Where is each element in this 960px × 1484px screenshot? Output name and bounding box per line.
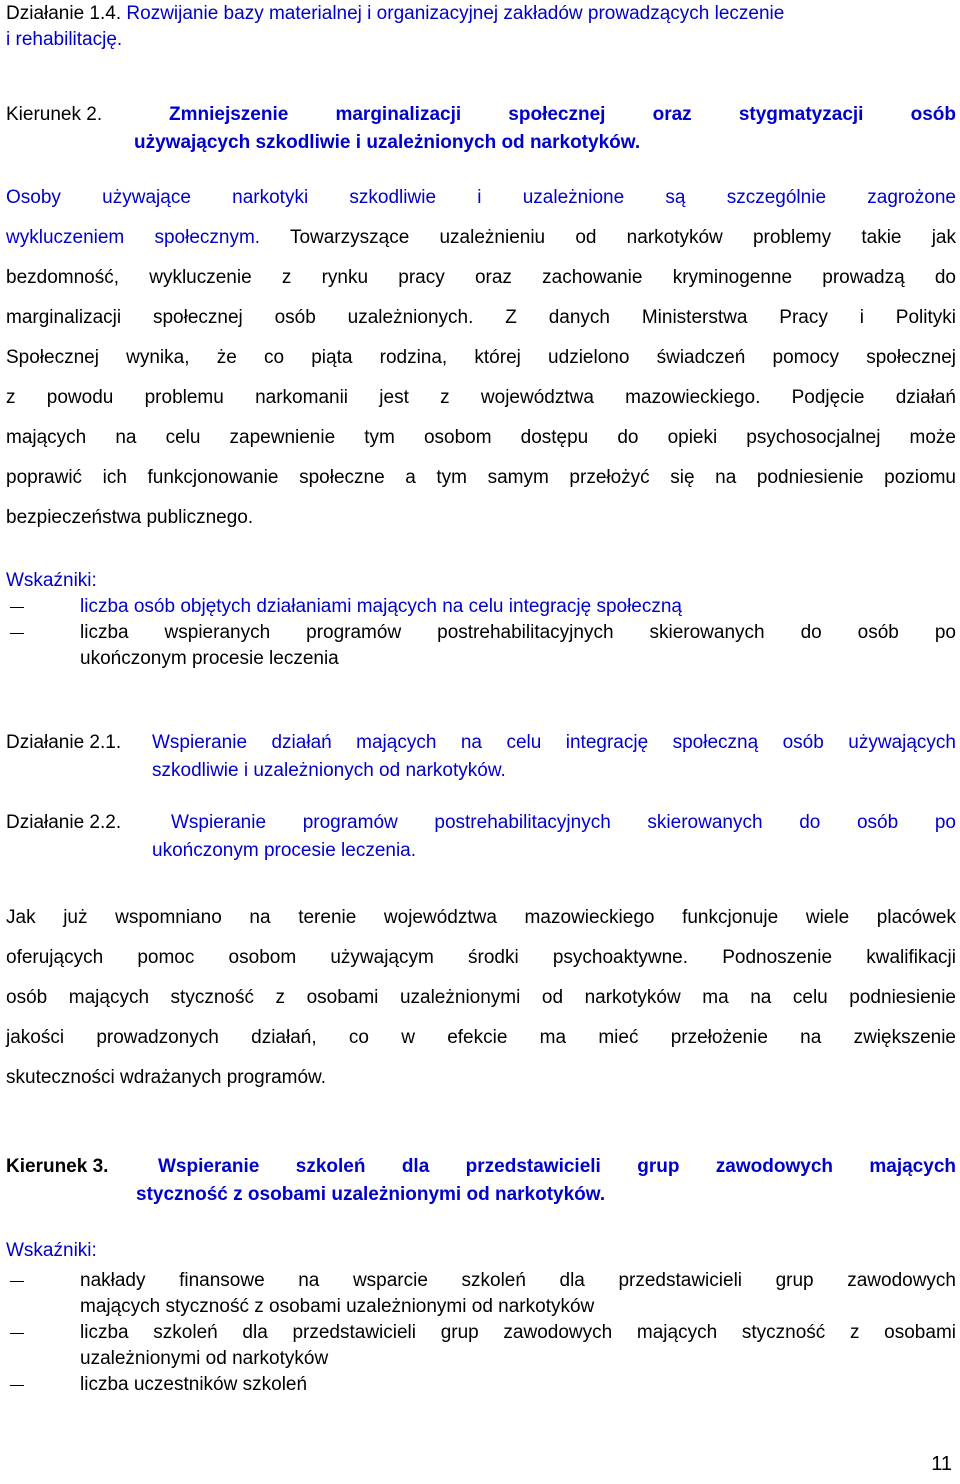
- list-item: [6, 1268, 956, 1320]
- dzialanie-2-2-label: Działanie 2.2.: [6, 812, 122, 833]
- list-item-text: liczba wspieranych programów postrehabilitacyjnych skierowanych do osób po: [80, 622, 956, 643]
- paragraph-line: oferujących pomoc osobom używającym środki psychoaktywne. Podnoszenie kwalifikacji: [6, 947, 956, 968]
- list-item-text: uzależnionymi od narkotyków: [80, 1348, 329, 1369]
- paragraph-line: Jak już wspomniano na terenie województwa mazowieckiego funkcjonuje wiele placówek: [6, 907, 956, 928]
- dash-bullet-icon: [10, 1333, 24, 1334]
- paragraph-line: bezdomność, wykluczenie z rynku pracy oraz zachowanie kryminogenne prowadzą do: [6, 267, 956, 288]
- dash-bullet-icon: [10, 1281, 24, 1282]
- list-item-text: ukończonym procesie leczenia: [80, 648, 339, 669]
- dzialanie-1-4-title-line2: i rehabilitację.: [6, 29, 123, 50]
- kierunek-3-title-line1: Wspieranie szkoleń dla przedstawicieli grup zawodowych mających: [158, 1156, 956, 1177]
- dzialanie-2-1-title-line1: Wspieranie działań mających na celu integrację społeczną osób używających: [152, 732, 956, 753]
- heading-dzialanie-2-1: [6, 732, 956, 784]
- paragraph-marginalizacja: [6, 178, 956, 538]
- paragraph-line: Społecznej wynika, że co piąta rodzina, której udzielono świadczeń pomocy społecznej: [6, 347, 956, 368]
- paragraph-line: jakości prowadzonych działań, co w efekcie ma mieć przełożenie na zwiększenie: [6, 1027, 956, 1048]
- paragraph-kwalifikacje: [6, 898, 956, 1098]
- dzialanie-2-1-label: Działanie 2.1.: [6, 732, 122, 753]
- dash-bullet-icon: [10, 1385, 24, 1386]
- dzialanie-1-4-label: Działanie 1.4.: [6, 3, 122, 24]
- heading-kierunek-2: [6, 104, 956, 156]
- wskazniki-list-1: [6, 568, 956, 672]
- list-item-text: nakłady finansowe na wsparcie szkoleń dla przedstawicieli grup zawodowych: [80, 1270, 956, 1291]
- kierunek-3-label: Kierunek 3.: [6, 1156, 109, 1177]
- dzialanie-2-2-title-line2: ukończonym procesie leczenia.: [152, 840, 417, 861]
- list-item: [6, 1320, 956, 1372]
- paragraph-line: z powodu problemu narkomanii jest z województwa mazowieckiego. Podjęcie działań: [6, 387, 956, 408]
- paragraph-line: mających na celu zapewnienie tym osobom dostępu do opieki psychosocjalnej może: [6, 427, 956, 448]
- dzialanie-2-1-title-line2: szkodliwie i uzależnionych od narkotyków.: [152, 760, 506, 781]
- list-item: [6, 620, 956, 672]
- list-item-text: liczba osób objętych działaniami mających na celu integrację społeczną: [80, 596, 682, 617]
- paragraph-line: skuteczności wdrażanych programów.: [6, 1067, 326, 1088]
- dzialanie-1-4-title-line1: Rozwijanie bazy materialnej i organizacyjnej zakładów prowadzących leczenie: [126, 3, 785, 24]
- kierunek-2-title-line1: Zmniejszenie marginalizacji społecznej oraz stygmatyzacji osób: [169, 104, 956, 125]
- heading-dzialanie-2-2: [6, 812, 956, 864]
- list-item: [6, 594, 956, 620]
- heading-dzialanie-1-4: [6, 1, 956, 53]
- dash-bullet-icon: [10, 607, 24, 608]
- kierunek-3-title-line2: styczność z osobami uzależnionymi od narkotyków.: [136, 1184, 606, 1205]
- wskazniki-list-2: [6, 1238, 956, 1398]
- list-item: [6, 1372, 956, 1398]
- list-item-text: liczba uczestników szkoleń: [80, 1374, 308, 1395]
- document-page: [6, 0, 956, 1484]
- paragraph-line: wykluczeniem społecznym. Towarzyszące uzależnieniu od narkotyków problemy takie jak: [6, 227, 956, 248]
- wskazniki-label: Wskaźniki:: [6, 570, 97, 591]
- heading-kierunek-3: [6, 1156, 956, 1208]
- dzialanie-2-2-title-line1: Wspieranie programów postrehabilitacyjnych skierowanych do osób po: [171, 812, 956, 833]
- paragraph-line: Osoby używające narkotyki szkodliwie i uzależnione są szczególnie zagrożone: [6, 187, 956, 208]
- paragraph-line: osób mających styczność z osobami uzależnionymi od narkotyków ma na celu podniesienie: [6, 987, 956, 1008]
- paragraph-line: marginalizacji społecznej osób uzależnionych. Z danych Ministerstwa Pracy i Polityki: [6, 307, 956, 328]
- dash-bullet-icon: [10, 633, 24, 634]
- paragraph-line: poprawić ich funkcjonowanie społeczne a tym samym przełożyć się na podniesienie poziomu: [6, 467, 956, 488]
- list-item-text: mających styczność z osobami uzależnionymi od narkotyków: [80, 1296, 595, 1317]
- kierunek-2-label: Kierunek 2.: [6, 104, 103, 125]
- kierunek-2-title-line2: używających szkodliwie i uzależnionych od narkotyków.: [134, 132, 641, 153]
- page-number: 11: [931, 1453, 952, 1475]
- list-item-text: liczba szkoleń dla przedstawicieli grup zawodowych mających styczność z osobami: [80, 1322, 956, 1343]
- wskazniki-label: Wskaźniki:: [6, 1240, 97, 1261]
- paragraph-line: bezpieczeństwa publicznego.: [6, 507, 254, 528]
